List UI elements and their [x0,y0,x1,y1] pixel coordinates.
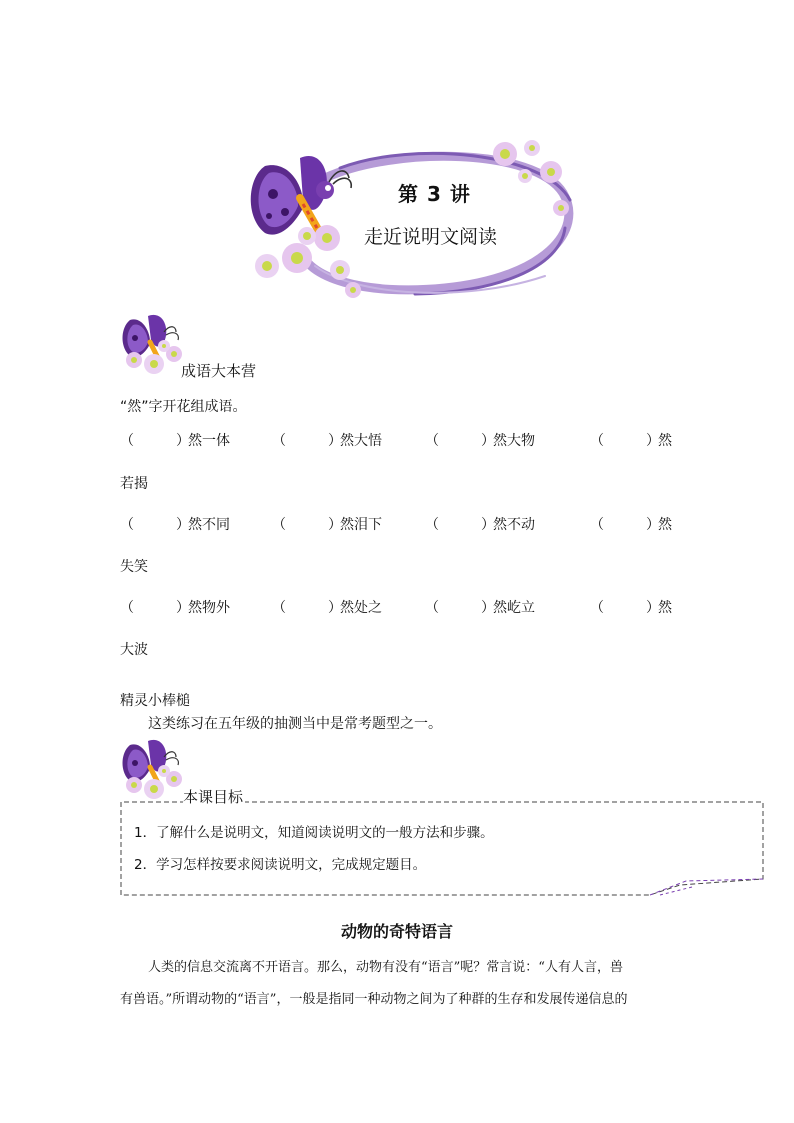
blank-field[interactable]: （ ） [590,517,660,533]
goal-item: 2．学习怎样按要求阅读说明文，完成规定题目。 [134,857,427,873]
blank-field[interactable]: （ ） [272,600,342,616]
blank-field[interactable]: （ ） [425,517,495,533]
blank-field[interactable]: （ ） [590,433,660,449]
idiom-suffix: 然 [658,433,672,449]
goals-box [120,801,764,896]
idiom-suffix: 然泪下 [340,517,382,533]
idiom-suffix: 然物外 [188,600,230,616]
idiom-suffix: 然不动 [493,517,535,533]
butterfly-icon [120,735,186,799]
tip-title: 精灵小棒槌 [120,693,190,709]
blank-field[interactable]: （ ） [272,517,342,533]
idiom-row [120,597,680,617]
idiom-row [120,430,680,450]
idiom-row [120,514,680,534]
blank-field[interactable]: （ ） [272,433,342,449]
idiom-suffix: 然 [658,517,672,533]
article-paragraph-line: 有兽语。”所谓动物的“语言”，一般是指同一种动物之间为了种群的生存和发展传递信息的 [120,992,628,1007]
daisy-cluster-right [493,140,569,216]
blank-field[interactable]: （ ） [425,600,495,616]
idiom-suffix: 然处之 [340,600,382,616]
lesson-title: 走近说明文阅读 [364,226,498,248]
section-title-idioms: 成语大本营 [181,362,257,380]
idiom-wrap: 若揭 [120,476,148,492]
blank-field[interactable]: （ ） [590,600,660,616]
butterfly-icon [120,310,186,374]
idiom-suffix: 然屹立 [493,600,535,616]
idiom-wrap: 失笑 [120,559,148,575]
blank-field[interactable]: （ ） [120,433,190,449]
article-title: 动物的奇特语言 [340,922,453,941]
idiom-suffix: 然一体 [188,433,230,449]
idiom-suffix: 然 [658,600,672,616]
blank-field[interactable]: （ ） [120,517,190,533]
idiom-suffix: 然大物 [493,433,535,449]
section-title-goals: 本课目标 [183,788,244,806]
tip-text: 这类练习在五年级的抽测当中是常考题型之一。 [148,716,442,732]
goal-item: 1．了解什么是说明文，知道阅读说明文的一般方法和步骤。 [134,825,494,841]
blank-field[interactable]: （ ） [120,600,190,616]
idiom-wrap: 大波 [120,642,148,658]
article-paragraph-line: 人类的信息交流离不开语言。那么，动物有没有“语言”呢？常言说：“人有人言，兽 [148,960,623,975]
idiom-suffix: 然大悟 [340,433,382,449]
lesson-number: 第 3 讲 [398,182,471,206]
idioms-instruction: “然”字开花组成语。 [120,399,247,415]
idiom-suffix: 然不同 [188,517,230,533]
blank-field[interactable]: （ ） [425,433,495,449]
butterfly-icon [251,156,352,235]
